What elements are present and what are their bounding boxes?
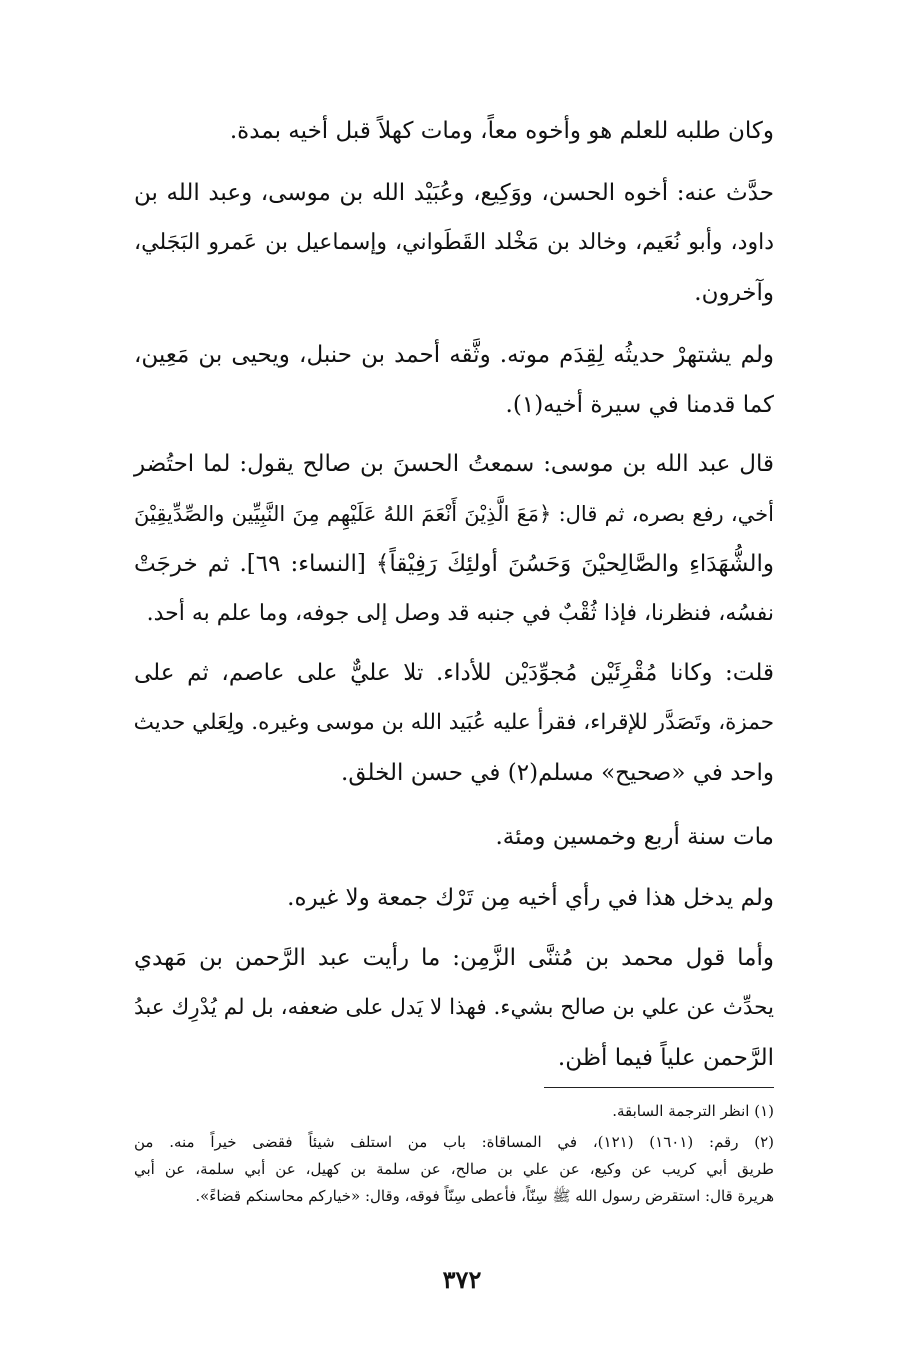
paragraph-3 xyxy=(134,330,774,430)
footnote-line: هريرة قال: استقرض رسول الله ﷺ سِنّاً، فأعطى سِنّاً فوقه، وقال: «خياركم محاسنكم قضاءً». xyxy=(195,1187,774,1205)
text-line: أخي، رفع بصره، ثم قال: ﴿مَعَ الَّذِيْنَ أَنْعَمَ اللهُ عَلَيْهِم مِنَ النَّبِيِّين والصِّدِّيقِيْنَ xyxy=(134,502,774,526)
paragraph-7 xyxy=(134,873,774,923)
footnote-separator xyxy=(544,1087,774,1088)
text-line: وآخرون. xyxy=(694,280,774,306)
text-line: مات سنة أربع وخمسين ومئة. xyxy=(495,824,774,850)
text-line: وكان طلبه للعلم هو وأخوه معاً، ومات كهلاً قبل أخيه بمدة. xyxy=(229,118,774,144)
paragraph-5 xyxy=(134,648,774,798)
text-line: الرَّحمن علياً فيما أظن. xyxy=(557,1045,774,1071)
text-line: حدَّث عنه: أخوه الحسن، ووَكِيع، وعُبَيْد الله بن موسى، وعبد الله بن xyxy=(134,180,774,206)
text-line: قلت: وكانا مُقْرِئَيْن مُجوِّدَيْن للأداء. تلا عليٌّ على عاصم، ثم على xyxy=(134,660,774,686)
text-line: داود، وأبو نُعَيم، وخالد بن مَخْلد القَطَواني، وإسماعيل بن عَمرو البَجَلي، xyxy=(134,230,774,255)
page-number: ٣٧٢ xyxy=(442,1265,482,1294)
text-line: وأما قول محمد بن مُثنَّى الزَّمِن: ما رأيت عبد الرَّحمن بن مَهدي xyxy=(134,945,774,971)
text-line: حمزة، وتَصَدَّر للإقراء، فقرأ عليه عُبَيد الله بن موسى وغيره. ولِعَلي حديث xyxy=(133,710,774,735)
footnote-2 xyxy=(134,1129,774,1210)
footnote-1 xyxy=(134,1098,774,1125)
paragraph-1 xyxy=(134,106,774,156)
footnote-line: (١) انظر الترجمة السابقة. xyxy=(612,1102,774,1120)
text-line: كما قدمنا في سيرة أخيه(١). xyxy=(505,392,774,418)
paragraph-8 xyxy=(134,933,774,1083)
footnote-line: (٢) رقم: (١٦٠١) (١٢١)، في المساقاة: باب من استلف شيئاً فقضى خيراً منه. من xyxy=(134,1133,774,1151)
paragraph-2 xyxy=(134,168,774,318)
footnote-line: طريق أبي كريب عن وكيع، عن علي بن صالح، عن سلمة بن كهيل، عن أبي سلمة، عن أبي xyxy=(134,1160,774,1178)
text-line: قال عبد الله بن موسى: سمعتُ الحسنَ بن صالح يقول: لما احتُضر xyxy=(134,451,774,477)
text-line: نفسُه، فنظرنا، فإذا ثُقْبٌ في جنبه قد وصل إلى جوفه، وما علم به أحد. xyxy=(146,601,774,626)
text-line: يحدِّث عن علي بن صالح بشيء. فهذا لا يَدل على ضعفه، بل لم يُدْرِك عبدُ xyxy=(134,995,774,1020)
text-line: واحد في «صحيح» مسلم(٢) في حسن الخلق. xyxy=(341,760,774,786)
text-line: والشُّهَدَاءِ والصَّالِحيْنَ وَحَسُنَ أولئِكَ رَفِيْقاً﴾ [النساء: ٦٩]. ثم خرجَتْ xyxy=(134,551,774,577)
text-line: ولم يدخل هذا في رأي أخيه مِن تَرْك جمعة ولا غيره. xyxy=(287,885,774,911)
text-line: ولم يشتهرْ حديثُه لِقِدَم موته. وثَّقه أحمد بن حنبل، ويحيى بن مَعِين، xyxy=(134,342,774,368)
paragraph-4 xyxy=(134,439,774,639)
paragraph-6 xyxy=(134,812,774,862)
